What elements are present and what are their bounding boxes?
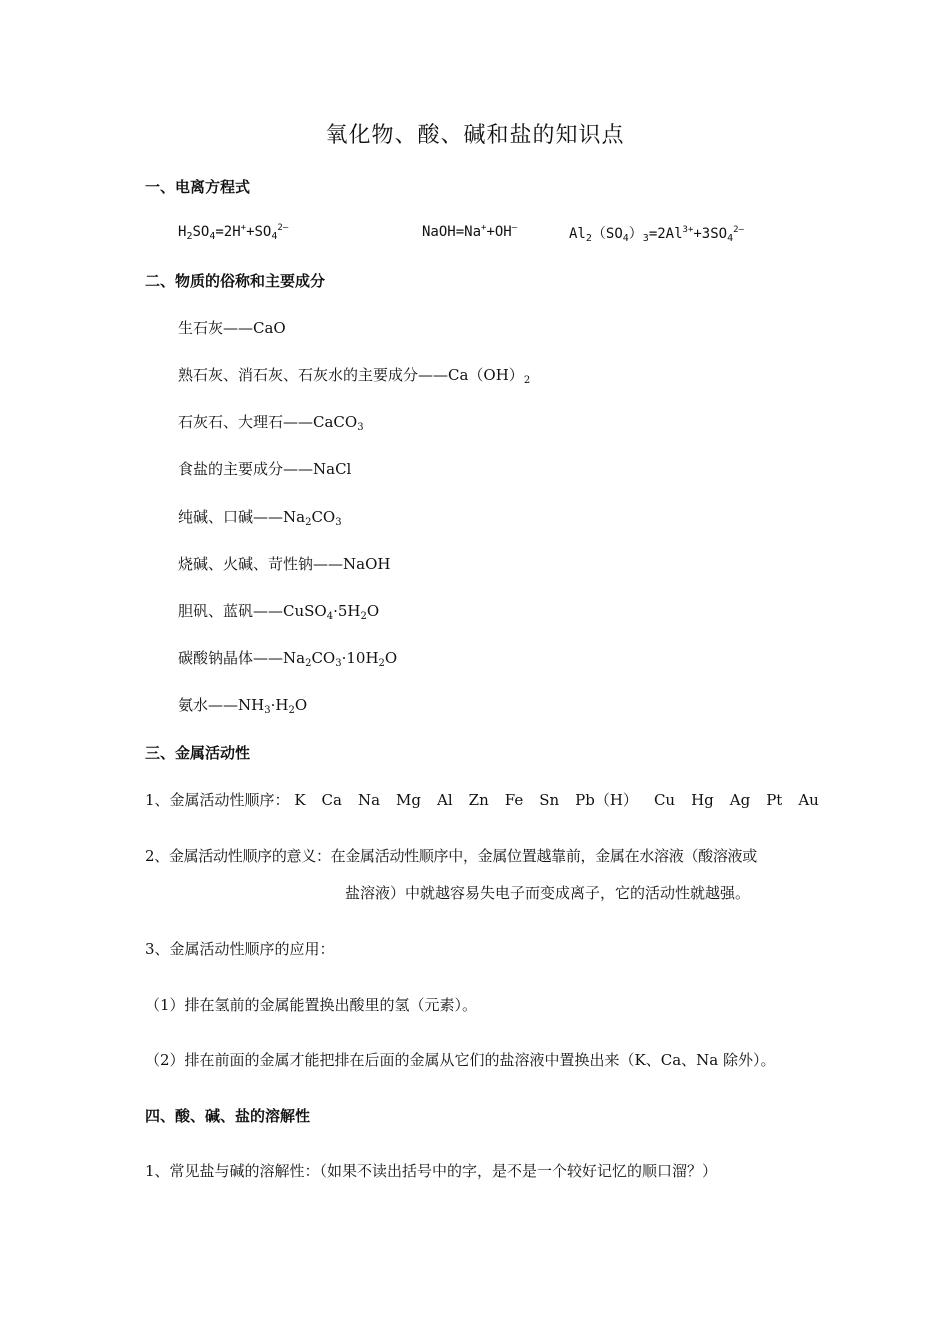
list-item: 石灰石、大理石——CaCO$_3$: [178, 413, 364, 433]
metal-symbol: Ag: [729, 791, 751, 809]
section-heading-ionization: 一、电离方程式: [145, 178, 251, 196]
equation-naoh: NaOH=Na++OH—: [422, 223, 518, 240]
list-item: 熟石灰、消石灰、石灰水的主要成分$——Ca(OH)_2$: [178, 366, 531, 386]
metal-symbol: Ca: [321, 791, 342, 809]
section-heading-common-names: 二、物质的俗称和主要成分: [145, 272, 326, 290]
list-item: 烧碱、火碱、苛性钠——NaOH: [178, 555, 391, 573]
paragraph-meaning-line2: 盐溶液）中就越容易失电子而变成离子，它的活动性就越强。: [345, 884, 751, 902]
list-item: 生石灰——CaO: [178, 319, 286, 337]
paragraph-applications: 3、金属活动性顺序的应用：: [145, 940, 335, 958]
metal-symbol: Pb（H）: [575, 791, 638, 809]
metal-symbol: Pt: [766, 791, 783, 809]
section-heading-metal-activity: 三、金属活动性: [145, 744, 251, 762]
metal-symbol: Al: [437, 791, 453, 809]
list-item: 碳酸钠晶体$——Na_2CO_3\cdot 10H_2O$: [178, 649, 398, 669]
list-item: 胆矾、蓝矾$——CuSO_4\cdot 5H_2O$: [178, 602, 380, 622]
metal-symbol: Au: [798, 791, 819, 809]
metal-symbol: Cu: [653, 791, 676, 809]
metal-symbol: Fe: [504, 791, 524, 809]
metal-symbol: Mg: [396, 791, 422, 809]
document-title: 氧化物、酸、碱和盐的知识点: [325, 123, 625, 148]
equation-h2so4: $H_2SO_4=2H^++SO_4^{2—}$: [178, 223, 289, 242]
paragraph-solubility-1: 1、常见盐与碱的溶解性：（如果不读出括号中的字，是不是一个较好记忆的顺口溜？）: [145, 1162, 718, 1180]
paragraph-meaning-line1: 2、金属活动性顺序的意义：在金属活动性顺序中，金属位置越靠前，金属在水溶液（酸溶液或: [145, 847, 757, 865]
list-item: 食盐的主要成分——NaCl: [178, 460, 352, 478]
metal-symbol: Hg: [691, 791, 714, 809]
metal-symbol: K: [294, 791, 306, 809]
metal-symbol: Na: [357, 791, 381, 809]
list-item: 氨水$——NH_3\cdot H_2O$: [178, 696, 308, 716]
equation-al2so43: $Al_2(SO_4)_3=2Al^{3+}+3SO_4^{2—}$: [569, 225, 744, 244]
paragraph-application-2: （2）排在前面的金属才能把排在后面的金属从它们的盐溶液中置换出来（K、Ca、Na 除外）。: [145, 1051, 776, 1069]
metal-symbol: Zn: [468, 791, 489, 809]
list-item: 纯碱、口碱$——Na_2CO_3$: [178, 508, 342, 528]
section-heading-solubility: 四、酸、碱、盐的溶解性: [145, 1107, 311, 1125]
metal-activity-series: 1、金属活动性顺序： K Ca Na Mg Al Zn Fe Sn Pb（H） Cu Hg Ag Pt Au: [145, 789, 835, 810]
metal-list: [294, 791, 835, 809]
paragraph-application-1: （1）排在氢前的金属能置换出酸里的氢（元素）。: [145, 996, 478, 1014]
metal-symbol: Sn: [539, 791, 560, 809]
